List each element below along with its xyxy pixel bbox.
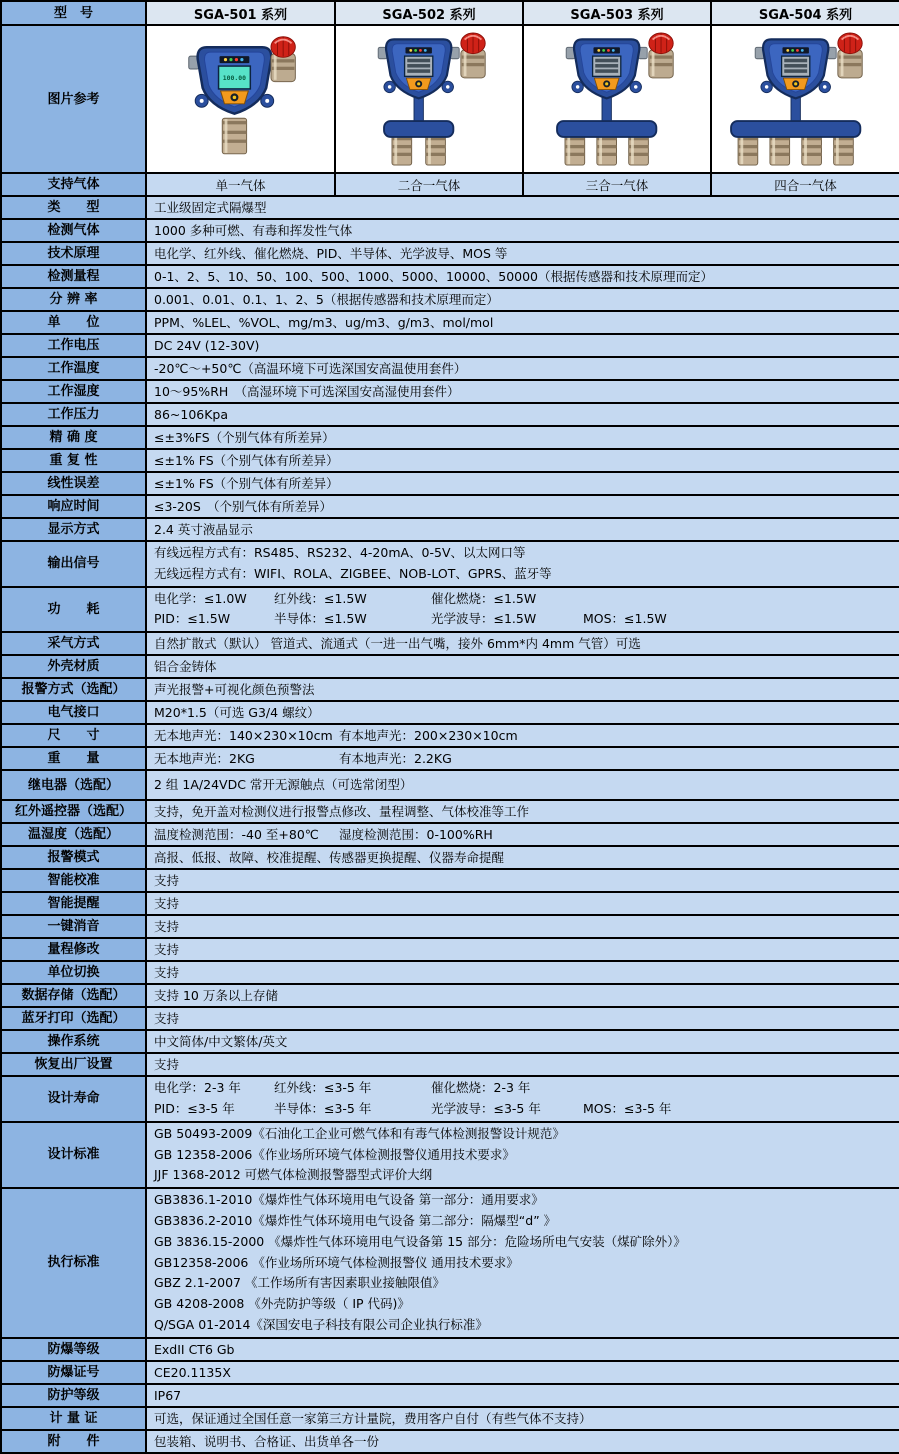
gas-detector-4-sensors-illustration (717, 31, 895, 168)
row-value-line (154, 1340, 895, 1359)
row-value-segment: GB 4208-2008 《外壳防护等级（ IP 代码)》 (154, 1296, 410, 1312)
row-value-segment: 光学波导：≤1.5W (431, 611, 537, 627)
spec-row (1, 288, 899, 311)
model-header-row (1, 1, 899, 25)
spec-row (1, 724, 899, 747)
gas-detector-1-sensor-illustration (152, 31, 330, 168)
row-value-segment: 支持 (154, 1011, 180, 1027)
row-value (146, 403, 899, 426)
row-value (146, 541, 899, 587)
row-value-line (154, 564, 895, 585)
row-value-line (154, 940, 895, 959)
row-value (146, 747, 899, 770)
spec-row (1, 1053, 899, 1076)
spec-row (1, 357, 899, 380)
row-value-segment: 铝合金铸体 (154, 659, 217, 675)
row-value-line (154, 244, 895, 263)
row-value (146, 892, 899, 915)
row-value-line (154, 1099, 895, 1120)
row-value-line (154, 1055, 895, 1074)
row-value (146, 334, 899, 357)
row-value-segment: GB 3836.15-2000 《爆炸性气体环境用电气设备第 15 部分：危险场所电气安装（煤矿除外）》 (154, 1233, 686, 1249)
row-label: 智能校准 (1, 869, 146, 892)
row-value-segment: CE20.1135X (154, 1364, 231, 1380)
row-label: 工作压力 (1, 403, 146, 426)
row-value-segment: JJF 1368-2012 可燃气体检测报警器型式评价大纲 (154, 1167, 433, 1183)
row-label: 恢复出厂设置 (1, 1053, 146, 1076)
row-value-segment: 声光报警+可视化颜色预警法 (154, 682, 315, 698)
row-value-segment: 无本地声光：140×230×10cm (154, 728, 333, 744)
row-value-segment: 支持 (154, 965, 180, 981)
row-value-segment: 工业级固定式隔爆型 (154, 200, 267, 215)
row-value-line (154, 703, 895, 722)
spec-row (1, 265, 899, 288)
row-value-line (154, 1363, 895, 1382)
row-value-line (154, 802, 895, 821)
row-value (146, 1007, 899, 1030)
spec-row (1, 892, 899, 915)
row-value (146, 770, 899, 800)
row-label: 量程修改 (1, 938, 146, 961)
spec-row (1, 1384, 899, 1407)
row-value-line (154, 451, 895, 470)
row-value-line (154, 1211, 895, 1232)
row-value (146, 1053, 899, 1076)
row-value-segment: GB 50493-2009《石油化工企业可燃气体和有毒气体检测报警设计规范》 (154, 1125, 565, 1141)
row-value-line (154, 963, 895, 982)
gas-detector-2-sensors-illustration (340, 31, 518, 168)
row-value-line (154, 680, 895, 699)
row-value (146, 632, 899, 655)
row-value-line (154, 543, 895, 564)
row-label: 一键消音 (1, 915, 146, 938)
row-value (146, 701, 899, 724)
row-value-segment: 有本地声光：200×230×10cm (339, 728, 518, 744)
row-value (146, 984, 899, 1007)
row-value-segment: ≤±1% FS（个别气体有所差异） (154, 453, 339, 468)
row-value-segment: 高报、低报、故障、校准提醒、传感器更换提醒、仪器寿命提醒 (154, 850, 505, 866)
row-value-segment: GB3836.1-2010《爆炸性气体环境用电气设备 第一部分：通用要求》 (154, 1192, 544, 1208)
row-label: 继电器（选配） (1, 770, 146, 800)
spec-row (1, 1430, 899, 1453)
spec-row (1, 1122, 899, 1188)
spec-row (1, 655, 899, 678)
row-value-line (154, 405, 895, 424)
row-label-gas: 支持气体 (1, 173, 146, 196)
supported-gas-row (1, 173, 899, 196)
row-value-line (154, 313, 895, 332)
row-value-segment: 催化燃烧：2-3 年 (431, 1080, 531, 1096)
row-value (146, 518, 899, 541)
row-value-line (154, 1386, 895, 1405)
row-value-segment: ExdII CT6 Gb (154, 1341, 235, 1357)
row-label: 防爆证号 (1, 1361, 146, 1384)
row-value-line (154, 589, 895, 610)
row-value (146, 1384, 899, 1407)
row-value-segment: 红外线：≤1.5W (274, 590, 367, 606)
row-value-line (154, 825, 895, 844)
row-value-segment: 有线远程方式有：RS485、RS232、4-20mA、0-5V、以太网口等 (154, 545, 526, 560)
row-value-line (154, 474, 895, 493)
row-value-line (154, 1145, 895, 1166)
row-label: 检测量程 (1, 265, 146, 288)
spec-row (1, 770, 899, 800)
row-value-segment: PID：≤1.5W (154, 611, 231, 627)
row-value (146, 380, 899, 403)
row-value-segment: 电化学：≤1.0W (154, 590, 247, 606)
row-value-line (154, 634, 895, 653)
row-value (146, 1407, 899, 1430)
spec-row (1, 823, 899, 846)
row-value-line (154, 198, 895, 217)
row-label: 工作温度 (1, 357, 146, 380)
row-value-segment: 温度检测范围：-40 至+80℃ (154, 827, 319, 843)
spec-row (1, 1361, 899, 1384)
row-value-segment: IP67 (154, 1387, 182, 1403)
spec-row (1, 334, 899, 357)
row-label: 重 量 (1, 747, 146, 770)
spec-row (1, 701, 899, 724)
supported-gas-value-1: 单一气体 (146, 173, 335, 196)
row-value-line (154, 1190, 895, 1211)
row-value-segment: DC 24V (12-30V) (154, 338, 260, 353)
row-value-line (154, 1124, 895, 1145)
spec-row (1, 678, 899, 701)
sga-501-fixed-gas-detector-photo (146, 25, 335, 173)
row-value-segment: GB3836.2-2010《爆炸性气体环境用电气设备 第二部分：隔爆型“d” 》 (154, 1212, 557, 1228)
row-value-segment: ≤3-20S （个别气体有所差异） (154, 499, 333, 514)
spec-row (1, 472, 899, 495)
row-value-line (154, 1009, 895, 1028)
supported-gas-value-2: 二合一气体 (335, 173, 523, 196)
row-value-segment: 支持 (154, 896, 180, 912)
spec-row (1, 869, 899, 892)
row-value-line (154, 871, 895, 890)
row-value-segment: GB12358-2006 《作业场所环境气体检测报警仪 通用技术要求》 (154, 1254, 519, 1270)
row-label: 红外遥控器（选配） (1, 800, 146, 823)
row-value-segment: 10～95%RH （高湿环境下可选深国安高湿使用套件） (154, 384, 460, 399)
row-value-segment: 支持 (154, 919, 180, 935)
row-value-line (154, 1294, 895, 1315)
spec-row (1, 380, 899, 403)
spec-row (1, 196, 899, 219)
spec-row (1, 1030, 899, 1053)
gas-detector-3-sensors-illustration (528, 31, 706, 168)
row-value (146, 915, 899, 938)
row-label: 精 确 度 (1, 426, 146, 449)
row-value-segment: 催化燃烧：≤1.5W (431, 590, 537, 606)
row-value (146, 587, 899, 633)
supported-gas-value-3: 三合一气体 (523, 173, 711, 196)
row-value (146, 495, 899, 518)
row-value-line (154, 1032, 895, 1051)
row-label: 防爆等级 (1, 1338, 146, 1361)
row-value-line (154, 497, 895, 516)
row-label: 执行标准 (1, 1188, 146, 1338)
spec-row (1, 846, 899, 869)
spec-row (1, 800, 899, 823)
model-column-header-2: SGA-502 系列 (335, 1, 523, 25)
row-value-segment: M20*1.5（可选 G3/4 螺纹） (154, 705, 320, 721)
row-value-line (154, 428, 895, 447)
row-value (146, 449, 899, 472)
row-label: 防护等级 (1, 1384, 146, 1407)
row-value (146, 1361, 899, 1384)
row-label: 报警模式 (1, 846, 146, 869)
spec-row (1, 1407, 899, 1430)
row-value-line (154, 1432, 895, 1451)
row-value-segment: PPM、%LEL、%VOL、mg/m3、ug/m3、g/m3、mol/mol (154, 315, 494, 330)
row-value-segment: 半导体：≤1.5W (274, 611, 367, 627)
row-value-segment: 2 组 1A/24VDC 常开无源触点（可选常闭型） (154, 777, 413, 793)
row-value-segment: 光学波导：≤3-5 年 (431, 1100, 541, 1116)
row-value-segment: 电化学、红外线、催化燃烧、PID、半导体、光学波导、MOS 等 (154, 246, 508, 261)
row-value-segment: ≤±1% FS（个别气体有所差异） (154, 476, 339, 491)
row-value-line (154, 382, 895, 401)
row-value (146, 1076, 899, 1122)
row-value-segment: 支持 (154, 873, 180, 889)
row-value (146, 288, 899, 311)
spec-row (1, 518, 899, 541)
row-value (146, 1188, 899, 1338)
model-column-header-1: SGA-501 系列 (146, 1, 335, 25)
spec-row (1, 1188, 899, 1338)
row-label: 重 复 性 (1, 449, 146, 472)
row-label: 操作系统 (1, 1030, 146, 1053)
row-value (146, 655, 899, 678)
row-value-line (154, 520, 895, 539)
row-value-line (154, 917, 895, 936)
row-label: 智能提醒 (1, 892, 146, 915)
row-value (146, 1122, 899, 1188)
row-label: 工作电压 (1, 334, 146, 357)
spec-row (1, 426, 899, 449)
spec-row (1, 311, 899, 334)
row-value (146, 961, 899, 984)
row-label: 尺 寸 (1, 724, 146, 747)
row-label: 功 耗 (1, 587, 146, 633)
row-label: 计 量 证 (1, 1407, 146, 1430)
row-value (146, 846, 899, 869)
row-label: 类 型 (1, 196, 146, 219)
row-value (146, 800, 899, 823)
row-label: 输出信号 (1, 541, 146, 587)
row-value (146, 678, 899, 701)
spec-row (1, 984, 899, 1007)
row-label: 响应时间 (1, 495, 146, 518)
spec-row (1, 541, 899, 587)
row-value-line (154, 1409, 895, 1428)
row-label: 技术原理 (1, 242, 146, 265)
row-value-line (154, 609, 895, 630)
row-value-segment: 2.4 英寸液晶显示 (154, 522, 253, 537)
spec-row (1, 449, 899, 472)
row-value-segment: MOS：≤1.5W (583, 611, 667, 627)
row-value (146, 724, 899, 747)
sga-503-fixed-gas-detector-photo (523, 25, 711, 173)
row-value-segment: GB 12358-2006《作业场所环境气体检测报警仪通用技术要求》 (154, 1146, 515, 1162)
row-value (146, 265, 899, 288)
row-value-segment: 半导体：≤3-5 年 (274, 1100, 372, 1116)
spec-row (1, 403, 899, 426)
row-value-segment: 无本地声光：2KG (154, 751, 255, 767)
spec-row (1, 1076, 899, 1122)
row-label: 单 位 (1, 311, 146, 334)
row-value-line (154, 1315, 895, 1336)
row-value-segment: -20℃～+50℃（高温环境下可选深国安高温使用套件） (154, 361, 467, 376)
row-value-line (154, 1078, 895, 1099)
row-value-segment: 湿度检测范围：0-100%RH (339, 827, 493, 843)
row-value (146, 1430, 899, 1453)
row-label: 报警方式（选配） (1, 678, 146, 701)
row-value (146, 242, 899, 265)
supported-gas-value-4: 四合一气体 (711, 173, 899, 196)
model-column-header-4: SGA-504 系列 (711, 1, 899, 25)
row-label: 分 辨 率 (1, 288, 146, 311)
row-value-line (154, 336, 895, 355)
row-value-segment: GBZ 2.1-2007 《工作场所有害因素职业接触限值》 (154, 1275, 445, 1291)
row-value-line (154, 359, 895, 378)
row-value (146, 869, 899, 892)
spec-row (1, 1007, 899, 1030)
row-value-line (154, 1232, 895, 1253)
row-value-segment: 0.001、0.01、0.1、1、2、5（根据传感器和技术原理而定） (154, 292, 499, 307)
row-label: 蓝牙打印（选配） (1, 1007, 146, 1030)
row-value-segment: 86~106Kpa (154, 407, 229, 422)
row-value-segment: 有本地声光：2.2KG (339, 751, 452, 767)
row-label: 显示方式 (1, 518, 146, 541)
row-value-segment: 红外线：≤3-5 年 (274, 1080, 372, 1096)
row-value-segment: 中文简体/中文繁体/英文 (154, 1034, 288, 1050)
spec-row (1, 938, 899, 961)
row-label: 设计标准 (1, 1122, 146, 1188)
row-value-segment: PID：≤3-5 年 (154, 1100, 235, 1116)
spec-row (1, 961, 899, 984)
row-value-line (154, 1165, 895, 1186)
row-label: 设计寿命 (1, 1076, 146, 1122)
row-value (146, 938, 899, 961)
row-label: 检测气体 (1, 219, 146, 242)
row-value-segment: 支持 (154, 942, 180, 958)
row-value-segment: MOS：≤3-5 年 (583, 1100, 672, 1116)
row-value-line (154, 848, 895, 867)
row-label: 电气接口 (1, 701, 146, 724)
spec-row (1, 495, 899, 518)
spec-row (1, 242, 899, 265)
row-label: 线性误差 (1, 472, 146, 495)
row-value (146, 219, 899, 242)
row-value-segment: 无线远程方式有：WIFI、ROLA、ZIGBEE、NOB-LOT、GPRS、蓝牙等 (154, 565, 552, 581)
row-value-line (154, 894, 895, 913)
row-value-segment: Q/SGA 01-2014《深国安电子科技有限公司企业执行标准》 (154, 1316, 488, 1332)
row-value-line (154, 1253, 895, 1274)
row-label-image: 图片参考 (1, 25, 146, 173)
row-value-line (154, 267, 895, 286)
row-value-segment: 支持 10 万条以上存储 (154, 988, 278, 1004)
row-value-line (154, 221, 895, 240)
row-label: 温湿度（选配） (1, 823, 146, 846)
row-value-segment: 自然扩散式（默认） 管道式、流通式（一进一出气嘴，接外 6mm*内 4mm 气管）可选 (154, 636, 641, 652)
svg-text:100.00: 100.00 (222, 73, 246, 82)
row-value-segment: 电化学：2-3 年 (154, 1080, 241, 1096)
row-value-segment: 支持 (154, 1057, 180, 1073)
row-label: 附 件 (1, 1430, 146, 1453)
row-value-line (154, 986, 895, 1005)
spec-row (1, 1338, 899, 1361)
row-label: 外壳材质 (1, 655, 146, 678)
row-value-line (154, 726, 895, 745)
row-value-segment: 可选，保证通过全国任意一家第三方计量院，费用客户自付（有些气体不支持） (154, 1410, 592, 1426)
row-label: 数据存储（选配） (1, 984, 146, 1007)
spec-row (1, 219, 899, 242)
row-value-line (154, 657, 895, 676)
row-value-segment: 1000 多种可燃、有毒和挥发性气体 (154, 223, 353, 238)
row-value-line (154, 290, 895, 309)
row-value-line (154, 772, 895, 798)
row-label: 工作湿度 (1, 380, 146, 403)
row-value (146, 311, 899, 334)
sga-502-fixed-gas-detector-photo (335, 25, 523, 173)
row-label-model: 型 号 (1, 1, 146, 25)
spec-row (1, 915, 899, 938)
row-value-line (154, 1273, 895, 1294)
row-value-segment: ≤±3%FS（个别气体有所差异） (154, 430, 335, 445)
row-value-segment: 0-1、2、5、10、50、100、500、1000、5000、10000、50000（根据传感器和技术原理而定） (154, 269, 714, 284)
spec-row (1, 632, 899, 655)
row-value-segment: 支持，免开盖对检测仪进行报警点修改、量程调整、气体校准等工作 (154, 804, 530, 820)
product-image-row (1, 25, 899, 173)
row-value (146, 1338, 899, 1361)
row-value (146, 1030, 899, 1053)
row-value (146, 823, 899, 846)
row-label: 单位切换 (1, 961, 146, 984)
model-column-header-3: SGA-503 系列 (523, 1, 711, 25)
row-value (146, 426, 899, 449)
row-value (146, 196, 899, 219)
spec-row (1, 747, 899, 770)
row-value-segment: 包装箱、说明书、合格证、出货单各一份 (154, 1433, 380, 1449)
sga-504-fixed-gas-detector-photo (711, 25, 899, 173)
row-value-line (154, 749, 895, 768)
spec-row (1, 587, 899, 633)
row-value (146, 357, 899, 380)
row-value (146, 472, 899, 495)
row-label: 采气方式 (1, 632, 146, 655)
